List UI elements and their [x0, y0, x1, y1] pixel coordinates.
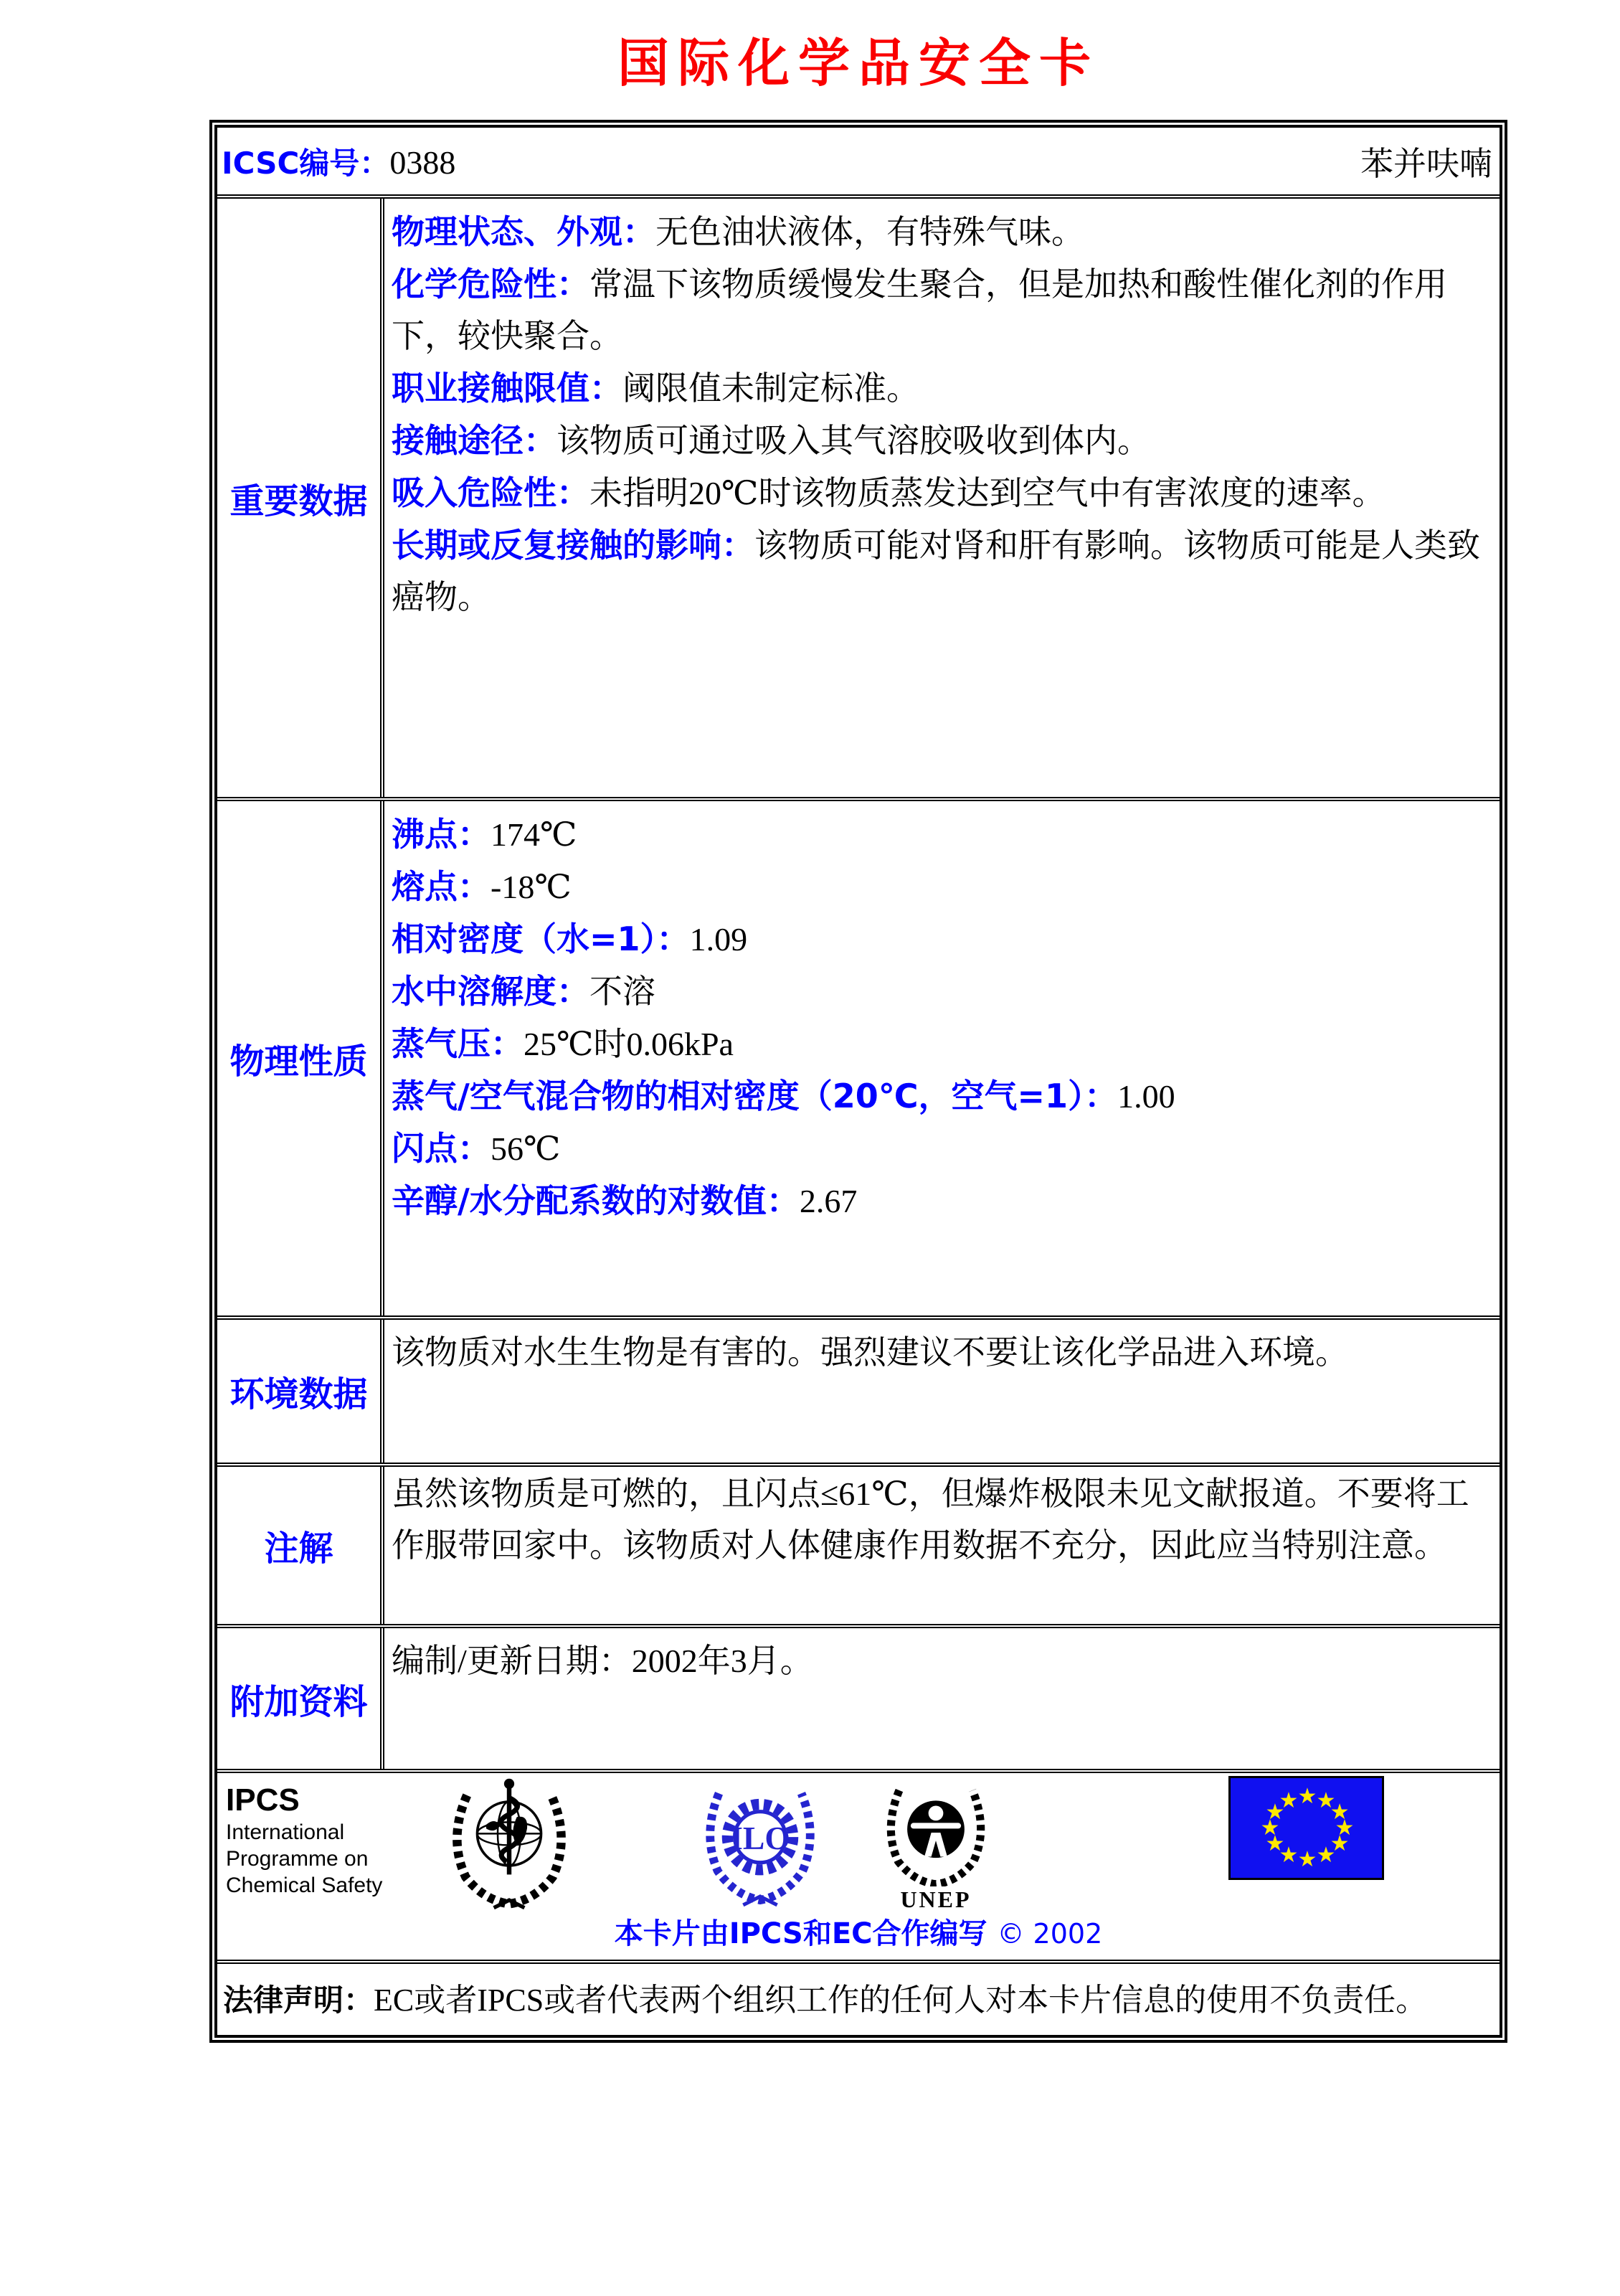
property-line — [392, 258, 1494, 362]
section-notes — [217, 1467, 1500, 1628]
property-line — [392, 861, 1494, 913]
ipcs-acronym: IPCS — [226, 1782, 300, 1818]
ipcs-line: Programme on — [226, 1847, 369, 1871]
section-environmental-data — [217, 1320, 1500, 1467]
section-important-data — [217, 199, 1500, 801]
field-value: 1.09 — [689, 921, 748, 958]
eu-star-icon: ★ — [1335, 1815, 1355, 1841]
unep-word: UNEP — [900, 1886, 972, 1912]
environment-text: 该物质对水生生物是有害的。强烈建议不要让该化学品进入环境。 — [392, 1334, 1348, 1371]
property-line — [392, 1175, 1494, 1227]
field-value: 不溶 — [589, 973, 655, 1010]
card-header-row — [217, 128, 1500, 199]
legal-text: EC或者IPCS或者代表两个组织工作的任何人对本卡片信息的使用不负责任。 — [374, 1983, 1428, 2018]
icsc-card — [209, 120, 1507, 2043]
property-line — [392, 1123, 1494, 1175]
logos-row — [217, 1773, 1500, 1964]
icsc-number — [222, 140, 455, 183]
chemical-name: 苯并呋喃 — [1360, 145, 1492, 182]
property-line — [392, 1070, 1494, 1123]
property-line — [392, 519, 1494, 623]
section-additional-info — [217, 1628, 1500, 1773]
eu-star-icon: ★ — [1316, 1787, 1336, 1813]
page-title: 国际化学品安全卡 — [617, 35, 1099, 93]
field-label: 职业接触限值： — [392, 369, 622, 407]
field-label: 长期或反复接触的影响： — [392, 526, 754, 564]
eu-star-icon: ★ — [1279, 1843, 1299, 1869]
field-value: 常温下该物质缓慢发生聚合，但是加热和酸性催化剂的作用下，较快聚合。 — [392, 266, 1447, 354]
section-content-notes — [384, 1467, 1500, 1624]
field-value: 该物质可能对肾和肝有影响。该物质可能是人类致癌物。 — [392, 527, 1480, 615]
unep-logo-block — [871, 1779, 1000, 1912]
unep-logo-icon — [878, 1779, 993, 1886]
property-line — [392, 808, 1494, 861]
field-value: 56℃ — [491, 1130, 561, 1167]
section-content-environment — [384, 1320, 1500, 1463]
footer-caption — [217, 1911, 1500, 1952]
property-line — [392, 1018, 1494, 1070]
section-label-environment: 环境数据 — [217, 1320, 384, 1463]
field-label: 沸点： — [392, 815, 491, 854]
field-value: 该物质可通过吸入其气溶胶吸收到体内。 — [556, 422, 1150, 459]
section-content-important — [384, 199, 1500, 797]
property-line — [392, 913, 1494, 965]
eu-star-icon: ★ — [1330, 1831, 1350, 1856]
eu-star-icon: ★ — [1297, 1784, 1317, 1809]
legal-label: 法律声明： — [223, 1983, 374, 2018]
eu-flag — [1228, 1776, 1384, 1880]
field-label: 闪点： — [392, 1129, 491, 1168]
field-value: 2.67 — [799, 1183, 858, 1219]
field-label: 吸入危险性： — [392, 473, 589, 512]
field-label: 蒸气压： — [392, 1024, 524, 1063]
icsc-number-label: ICSC编号： — [222, 145, 390, 181]
field-label: 辛醇/水分配系数的对数值： — [392, 1181, 800, 1220]
section-content-additional — [384, 1628, 1500, 1769]
section-content-physical — [384, 801, 1500, 1315]
field-value: 174℃ — [491, 816, 577, 853]
eu-star-icon: ★ — [1330, 1800, 1350, 1825]
property-line — [392, 415, 1494, 467]
additional-text: 编制/更新日期：2002年3月。 — [392, 1643, 813, 1679]
eu-star-icon: ★ — [1265, 1831, 1285, 1856]
notes-text: 虽然该物质是可燃的，且闪点≤61℃，但爆炸极限未见文献报道。不要将工作服带回家中。该物质对人体健康作用数据不充分，因此应当特别注意。 — [392, 1475, 1469, 1564]
eu-star-icon: ★ — [1265, 1800, 1285, 1825]
field-label: 接触途径： — [392, 421, 556, 460]
who-logo-icon — [441, 1777, 577, 1918]
caption-copyright: © 2002 — [997, 1918, 1103, 1950]
field-label: 蒸气/空气混合物的相对密度（20℃，空气=1）： — [392, 1077, 1118, 1115]
field-label: 化学危险性： — [392, 265, 589, 303]
property-line — [392, 467, 1494, 519]
section-label-physical: 物理性质 — [217, 801, 384, 1315]
field-label: 熔点： — [392, 867, 491, 906]
eu-star-icon: ★ — [1316, 1843, 1336, 1869]
ipcs-line: Chemical Safety — [226, 1874, 383, 1897]
property-line — [392, 965, 1494, 1018]
field-value: 25℃时0.06kPa — [524, 1026, 734, 1062]
eu-star-icon: ★ — [1279, 1787, 1299, 1813]
field-value: -18℃ — [491, 869, 572, 905]
property-line — [392, 206, 1494, 258]
field-label: 相对密度（水=1）： — [392, 920, 690, 958]
ipcs-text-block — [226, 1782, 382, 1899]
field-label: 水中溶解度： — [392, 972, 589, 1011]
section-physical-properties — [217, 801, 1500, 1320]
legal-row — [217, 1964, 1500, 2035]
field-label: 物理状态、外观： — [392, 212, 655, 251]
field-value: 1.00 — [1117, 1078, 1175, 1115]
eu-star-icon: ★ — [1297, 1847, 1317, 1872]
section-label-notes: 注解 — [217, 1467, 384, 1624]
property-line — [392, 362, 1494, 415]
field-value: 无色油状液体，有特殊气味。 — [655, 214, 1084, 250]
ilo-logo-icon — [699, 1779, 821, 1912]
icsc-number-value: 0388 — [389, 143, 456, 181]
caption-text: 本卡片由IPCS和EC合作编写 — [614, 1917, 987, 1950]
ipcs-line: International — [226, 1820, 345, 1844]
field-value: 未指明20℃时该物质蒸发达到空气中有害浓度的速率。 — [589, 475, 1385, 511]
field-value: 阈限值未制定标准。 — [622, 370, 919, 407]
eu-star-icon: ★ — [1260, 1815, 1280, 1841]
section-label-important: 重要数据 — [217, 199, 384, 797]
ilo-letters: ILO — [730, 1820, 790, 1857]
section-label-additional: 附加资料 — [217, 1628, 384, 1769]
